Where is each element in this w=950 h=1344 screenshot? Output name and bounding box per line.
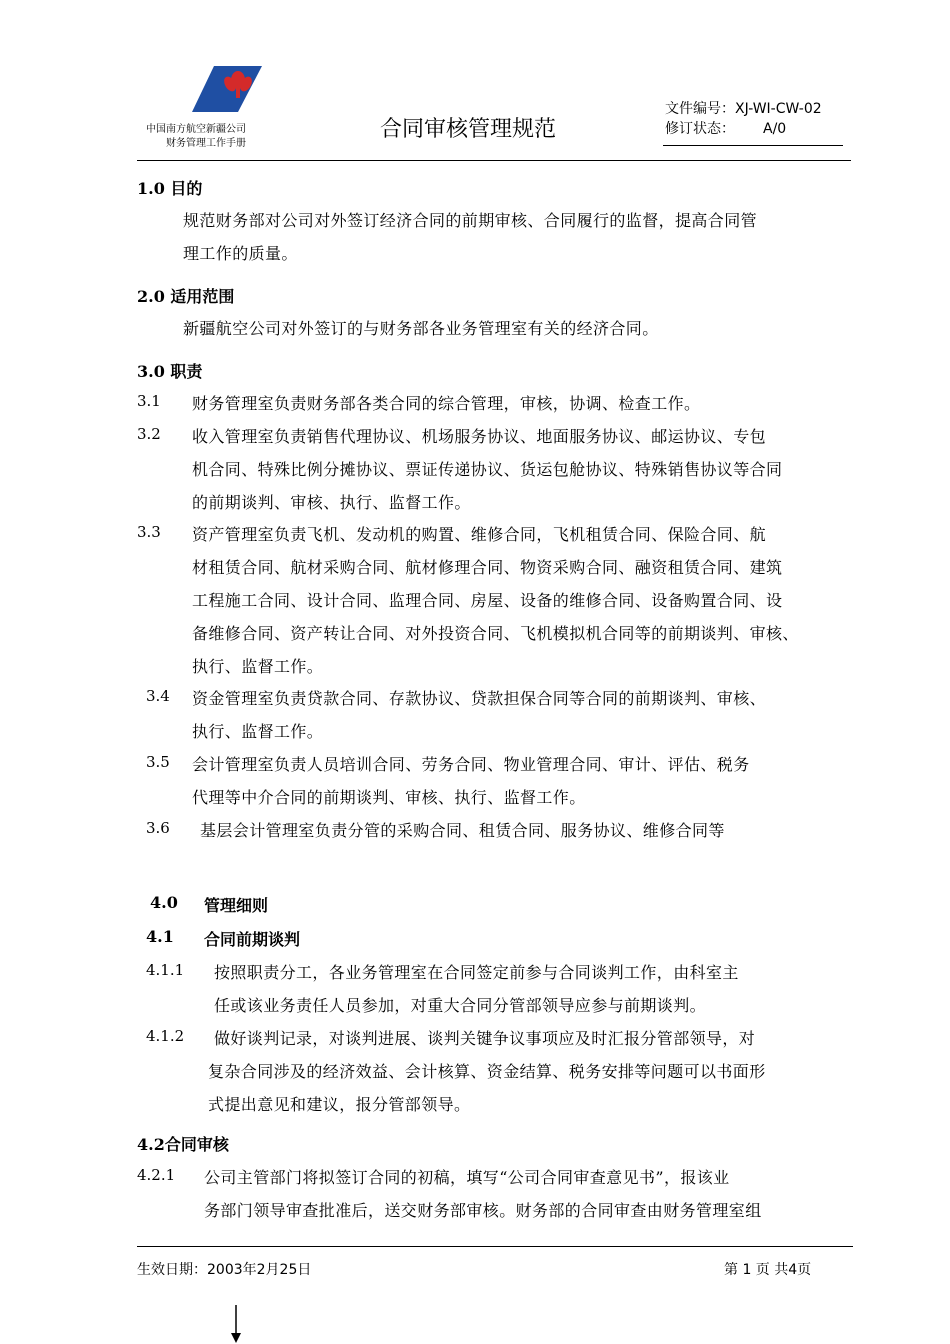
doc-number [665, 98, 822, 118]
manual-name: 财务管理工作手册 [166, 138, 246, 149]
section-1-line: 规范财务部对公司对外签订经济合同的前期审核、合同履行的监督，提高合同管 [183, 211, 758, 230]
footer-divider [137, 1246, 853, 1247]
revision-value: A/0 [763, 121, 787, 137]
item-line: 务部门领导审查批准后，送交财务部审核。财务部的合同审查由财务管理室组 [204, 1201, 762, 1220]
item-line: 材租赁合同、航材采购合同、航材修理合同、物资采购合同、融资租赁合同、建筑 [192, 558, 783, 577]
header-divider [137, 160, 851, 161]
item-line: 做好谈判记录，对谈判进展、谈判关键争议事项应及时汇报分管部领导，对 [214, 1029, 756, 1048]
doc-number-label: 文件编号： [665, 101, 735, 117]
subsection-4-2-heading: 4.2合同审核 [137, 1135, 229, 1154]
item-line: 财务管理室负责财务部各类合同的综合管理，审核，协调、检查工作。 [192, 394, 701, 413]
item-line: 执行、监督工作。 [192, 657, 324, 676]
item-line: 按照职责分工，各业务管理室在合同签定前参与合同谈判工作，由科室主 [214, 963, 739, 982]
page-title: 合同审核管理规范 [380, 117, 557, 142]
section-4-heading: 管理细则 [204, 896, 269, 915]
company-name: 中国南方航空新疆公司 [146, 124, 246, 135]
section-3-heading: 3.0 职责 [137, 362, 203, 381]
item-line: 备维修合同、资产转让合同、对外投资合同、飞机模拟机合同等的前期谈判、审核、 [192, 624, 799, 643]
item-line: 会计管理室负责人员培训合同、劳务合同、物业管理合同、审计、评估、税务 [192, 755, 750, 774]
section-4-number: 4.0 [150, 893, 178, 912]
company-logo [192, 66, 262, 112]
revision-status [665, 118, 786, 138]
page-number: 第 1 页 共4页 [724, 1262, 812, 1278]
item-line: 执行、监督工作。 [192, 722, 324, 741]
item-line: 资产管理室负责飞机、发动机的购置、维修合同，飞机租赁合同、保险合同、航 [192, 525, 767, 544]
item-line: 公司主管部门将拟签订合同的初稿，填写“公司合同审查意见书”，报该业 [204, 1168, 730, 1187]
subsection-4-1-heading: 合同前期谈判 [204, 930, 301, 949]
item-number: 3.1 [137, 392, 161, 410]
item-line: 任或该业务责任人员参加，对重大合同分管部领导应参与前期谈判。 [214, 996, 707, 1015]
meta-underline [663, 145, 843, 146]
arrow-down-icon [229, 1305, 243, 1344]
item-number: 4.1.1 [146, 961, 185, 979]
subsection-4-1-number: 4.1 [146, 927, 174, 946]
section-1-heading: 1.0 目的 [137, 179, 203, 198]
effective-date: 生效日期：2003年2月25日 [137, 1262, 312, 1278]
revision-label: 修订状态： [665, 121, 735, 137]
item-line: 资金管理室负责贷款合同、存款协议、贷款担保合同等合同的前期谈判、审核、 [192, 689, 767, 708]
item-line: 机合同、特殊比例分摊协议、票证传递协议、货运包舱协议、特殊销售协议等合同 [192, 460, 783, 479]
item-line: 式提出意见和建议，报分管部领导。 [208, 1095, 471, 1114]
item-number: 3.2 [137, 425, 161, 443]
section-2-heading: 2.0 适用范围 [137, 287, 235, 306]
section-1-line: 理工作的质量。 [183, 244, 298, 263]
item-number: 4.2.1 [137, 1166, 176, 1184]
item-number: 4.1.2 [146, 1027, 185, 1045]
item-line: 代理等中介合同的前期谈判、审核、执行、监督工作。 [192, 788, 586, 807]
item-number: 3.3 [137, 523, 161, 541]
item-line: 基层会计管理室负责分管的采购合同、租赁合同、服务协议、维修合同等 [200, 821, 725, 840]
item-line: 复杂合同涉及的经济效益、会计核算、资金结算、税务安排等问题可以书面形 [208, 1062, 766, 1081]
item-number: 3.5 [146, 753, 170, 771]
item-number: 3.6 [146, 819, 170, 837]
item-number: 3.4 [146, 687, 170, 705]
section-2-line: 新疆航空公司对外签订的与财务部各业务管理室有关的经济合同。 [183, 319, 659, 338]
doc-number-value: XJ-WI-CW-02 [735, 101, 822, 117]
item-line: 的前期谈判、审核、执行、监督工作。 [192, 493, 471, 512]
item-line: 收入管理室负责销售代理协议、机场服务协议、地面服务协议、邮运协议、专包 [192, 427, 767, 446]
item-line: 工程施工合同、设计合同、监理合同、房屋、设备的维修合同、设备购置合同、设 [192, 591, 783, 610]
